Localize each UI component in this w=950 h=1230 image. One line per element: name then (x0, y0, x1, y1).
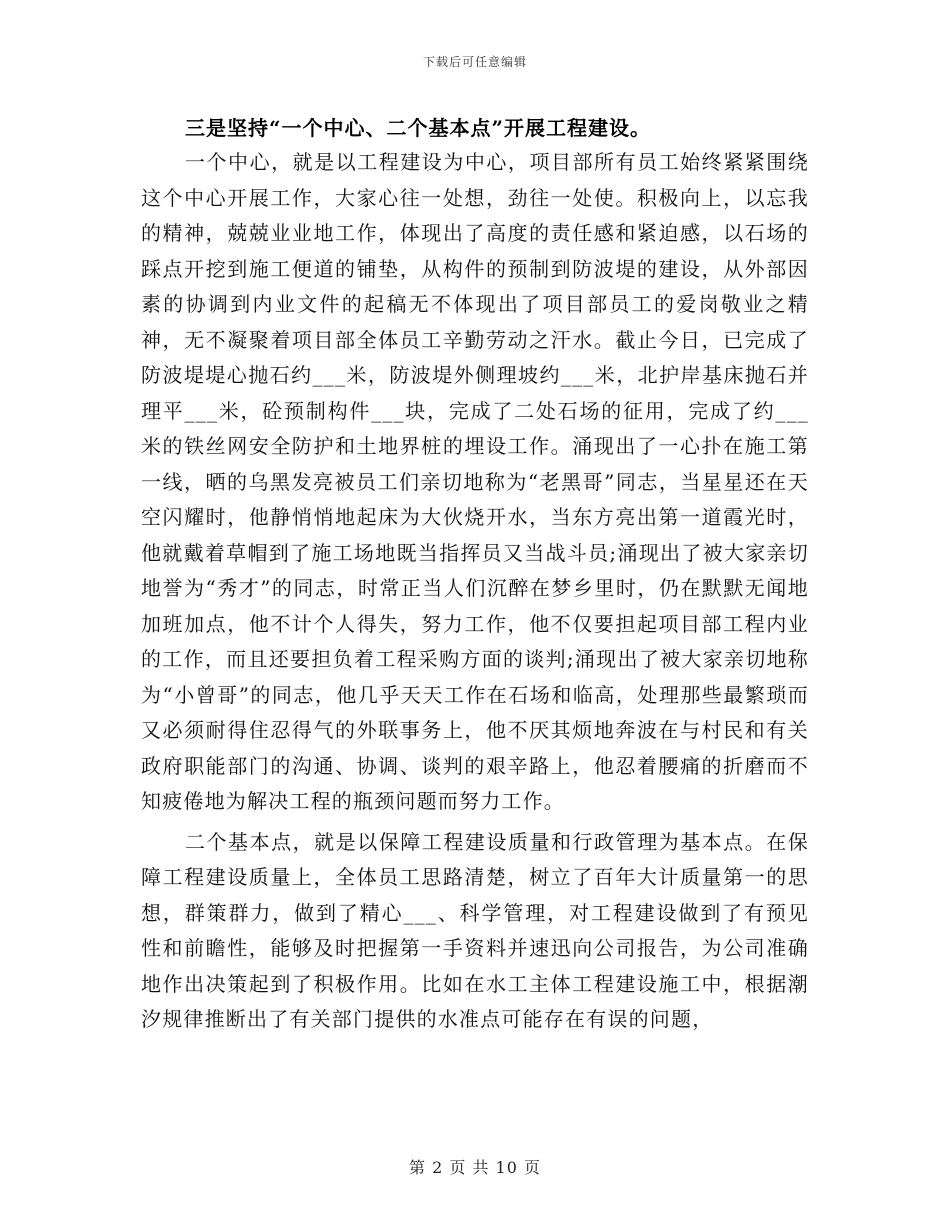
page-header-note: 下载后可任意编辑 (422, 55, 527, 69)
paragraph-one-center: 一个中心，就是以工程建设为中心，项目部所有员工始终紧紧围绕这个中心开展工作，大家心往一处想，劲往一处使。积极向上，以忘我的精神，兢兢业业地工作，体现出了高度的责任感和紧迫感，以石场的踩点开挖到施工便道的铺垫，从构件的预制到防波堤的建设，从外部因素的协调到内业文件的起稿无不体现出了项目部员工的爱岗敬业之精神，无不凝聚着项目部全体员工辛勤劳动之汗水。截止今日，已完成了防波堤堤心抛石约___米，防波堤外侧理坡约___米，北护岸基床抛石并理平___米，砼预制构件___块，完成了二处石场的征用，完成了约___米的铁丝网安全防护和土地界桩的埋设工作。涌现出了一心扑在施工第一线，晒的乌黑发亮被员工们亲切地称为“老黑哥”同志，当星星还在天空闪耀时，他静悄悄地起床为大伙烧开水，当东方亮出第一道霞光时，他就戴着草帽到了施工场地既当指挥员又当战斗员;涌现出了被大家亲切地誉为“秀才”的同志，时常正当人们沉醉在梦乡里时，仍在默默无闻地加班加点，他不计个人得失，努力工作，他不仅要担起项目部工程内业的工作，而且还要担负着工程采购方面的谈判;涌现出了被大家亲切地称为“小曾哥”的同志，他几乎天天工作在石场和临高，处理那些最繁琐而又必须耐得住忍得气的外联事务上，他不厌其烦地奔波在与村民和有关政府职能部门的沟通、协调、谈判的艰辛路上，他忍着腰痛的折磨而不知疲倦地为解决工程的瓶颈问题而努力工作。 (141, 150, 809, 813)
paragraph-two-basic-points: 二个基本点，就是以保障工程建设质量和行政管理为基本点。在保障工程建设质量上，全体员工思路清楚，树立了百年大计质量第一的思想，群策群力，做到了精心___、科学管理，对工程建设做到了有预见性和前瞻性，能够及时把握第一手资料并速迅向公司报告，为公司准确地作出决策起到了积极作用。比如在水工主体工程建设施工中，根据潮汐规律推断出了有关部门提供的水准点可能存在有误的问题， (141, 829, 809, 1031)
page-number: 第 2 页 共 10 页 (409, 1158, 541, 1177)
section-heading: 三是坚持“一个中心、二个基本点”开展工程建设。 (185, 116, 652, 140)
document-body (141, 112, 809, 1038)
